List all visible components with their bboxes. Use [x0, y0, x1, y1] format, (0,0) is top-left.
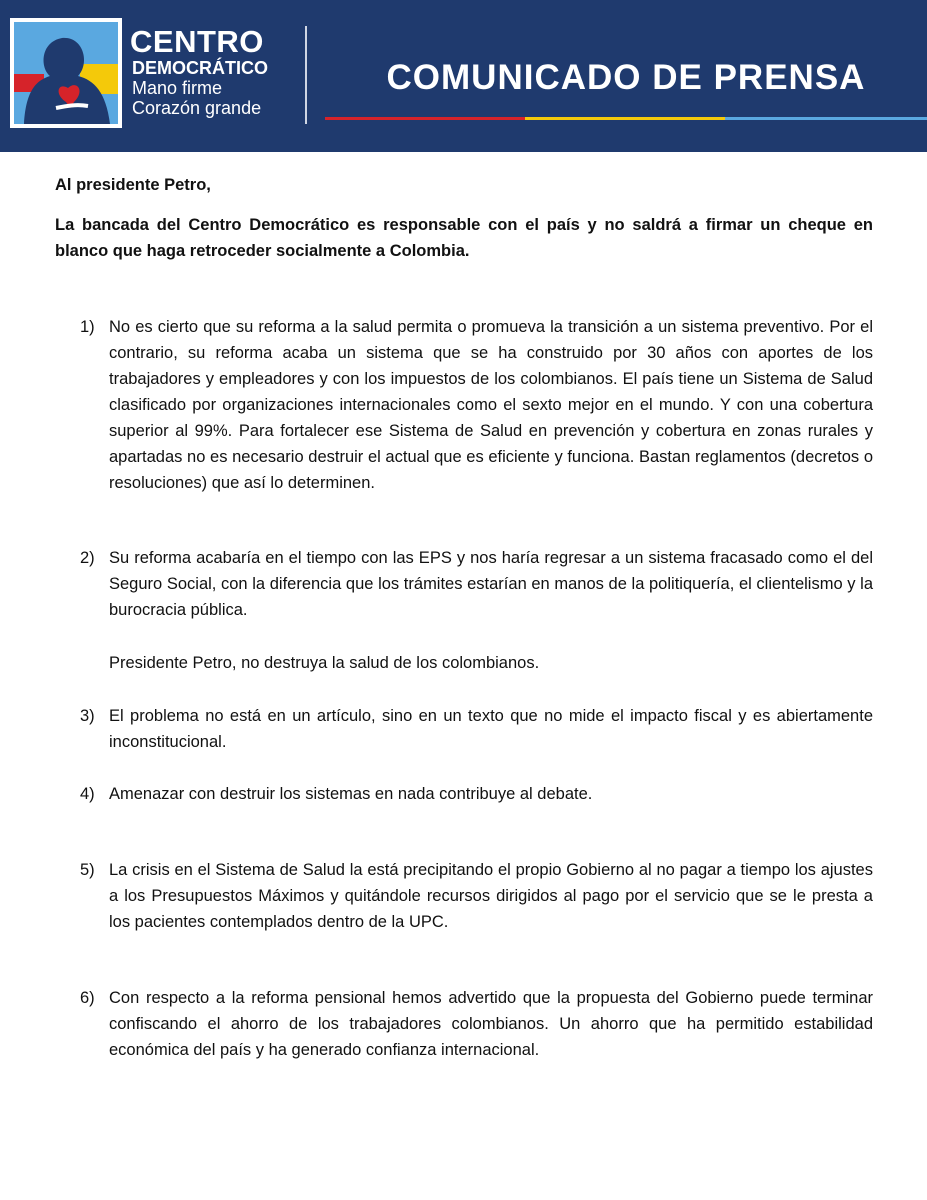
list-text: No es cierto que su reforma a la salud permita o promueva la transición a un sistema preventivo. Por el contrario, su reforma acaba un sistema que se ha construido por 30 años con aportes de los trabajadores y empleadores y con los impuestos de los colombianos. El país tiene un Sistema de Salud clasificado por organizaciones internacionales como el sexto mejor en el mundo. Y con una cobertura superior al 99%. Para fortalecer ese Sistema de Salud en prevención y cobertura en zonas rurales y apartadas no es necesario destruir el actual que es eficiente y funciona. Bastan reglamentos (decretos o resoluciones) que así lo determinen.	[109, 318, 873, 492]
list-number: 3)	[80, 707, 95, 725]
list-item	[80, 314, 873, 496]
list-item	[80, 857, 873, 935]
brand-line-2: DEMOCRÁTICO	[132, 58, 268, 78]
list-number: 5)	[80, 861, 95, 879]
list-item	[80, 545, 873, 623]
list-item	[80, 985, 873, 1063]
flag-stripe-yellow	[525, 117, 725, 120]
flag-stripe-red	[325, 117, 525, 120]
header-divider	[305, 26, 307, 124]
brand-slogan-2: Corazón grande	[132, 98, 262, 118]
letter-intro	[55, 172, 873, 264]
list-number: 2)	[80, 549, 95, 567]
list-text: Su reforma acabaría en el tiempo con las EPS y nos haría regresar a un sistema fracasado como el del Seguro Social, con la diferencia que los trámites estarían en manos de la politiquería, el clientelismo y la burocracia pública.	[109, 549, 873, 619]
brand-wordmark	[130, 26, 268, 118]
list-text: Con respecto a la reforma pensional hemos advertido que la propuesta del Gobierno puede terminar confiscando el ahorro de los trabajadores colombianos. Un ahorro que ha permitido estabilidad económica del país y ha generado confianza internacional.	[109, 989, 873, 1059]
list-item	[80, 781, 873, 807]
list-item	[80, 703, 873, 755]
brand-line-1: CENTRO	[130, 24, 264, 59]
press-header	[0, 0, 927, 152]
list-number: 6)	[80, 989, 95, 1007]
page-title: COMUNICADO DE PRENSA	[386, 58, 866, 97]
lead-statement: La bancada del Centro Democrático es responsable con el país y no saldrá a firmar un cheque en blanco que haga retroceder socialmente a Colombia.	[55, 216, 873, 260]
flag-stripe-blue	[725, 117, 927, 120]
brand-slogan-1: Mano firme	[132, 78, 223, 98]
party-logo	[10, 18, 122, 128]
list-text: El problema no está en un artículo, sino en un texto que no mide el impacto fiscal y es abiertamente inconstitucional.	[109, 707, 873, 751]
list-number: 4)	[80, 785, 95, 803]
list-text: Amenazar con destruir los sistemas en nada contribuye al debate.	[109, 785, 593, 803]
list-text: La crisis en el Sistema de Salud la está precipitando el propio Gobierno al no pagar a tiempo los ajustes a los Presupuestos Máximos y quitándole recursos dirigidos al pago por el servicio que se le presta a los pacientes contemplados dentro de la UPC.	[109, 861, 873, 931]
list-number: 1)	[80, 318, 95, 336]
salutation: Al presidente Petro,	[55, 176, 211, 194]
appeal-note: Presidente Petro, no destruya la salud de los colombianos.	[109, 654, 540, 672]
